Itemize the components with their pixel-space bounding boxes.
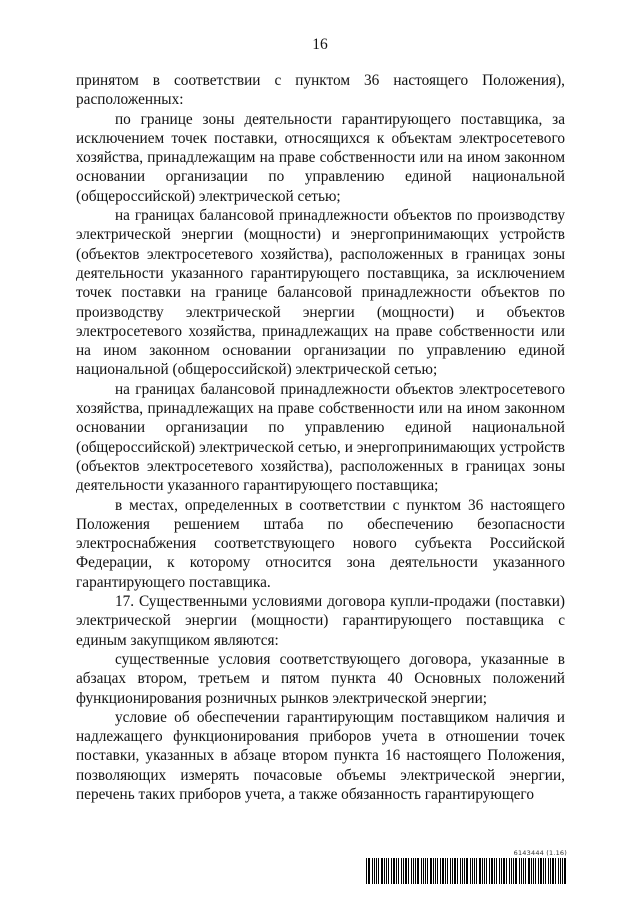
paragraph: принятом в соответствии с пунктом 36 настоящего Положения), расположенных: <box>76 72 565 109</box>
paragraph: 17. Существенными условиями договора купли-продажи (поставки) электрической энергии (мощности) гарантирующего поставщика с единым закупщиком являются: <box>76 593 565 649</box>
paragraph: в местах, определенных в соответствии с пунктом 36 настоящего Положения решением штаба по обеспечению безопасности электроснабжения соответствующего нового субъекта Российской Федерации, к которому относится зона деятельности указанного гарантирующего поставщика. <box>76 496 565 591</box>
paragraph: на границах балансовой принадлежности объектов по производству электрической энергии (мощности) и энергопринимающих устройств (объектов электросетевого хозяйства), расположенных в границах зоны деятельности указанного гарантирующего поставщика, за исключением точек поставки на границе балансовой принадлежности объектов по производству электрической энергии (мощности) и объектов электросетевого хозяйства, принадлежащих на праве собственности или на ином законном основании организации по управлению единой национальной (общероссийской) электрической сетью; <box>76 207 565 379</box>
document-body <box>76 71 565 804</box>
paragraph: по границе зоны деятельности гарантирующего поставщика, за исключением точек поставки, относящихся к объектам электросетевого хозяйства, принадлежащим на праве собственности или на ином законном основании организации по управлению единой национальной (общероссийской) электрической сетью; <box>76 110 565 205</box>
page-number: 16 <box>312 36 328 53</box>
paragraph: на границах балансовой принадлежности объектов электросетевого хозяйства, принадлежащих на праве собственности или на ином законном основании организации по управлению единой национальной (общероссийской) электрической сетью, и энергопринимающих устройств (объектов электросетевого хозяйства), расположенных в границах зоны деятельности указанного гарантирующего поставщика; <box>76 380 565 495</box>
document-code: 6143444 (1.16) <box>513 849 567 857</box>
paragraph: существенные условия соответствующего договора, указанные в абзацах втором, третьем и пятом пункта 40 Основных положений функционирования розничных рынков электрической энергии; <box>76 650 565 707</box>
barcode-icon <box>366 858 567 884</box>
paragraph: условие об обеспечении гарантирующим поставщиком наличия и надлежащего функционирования приборов учета в отношении точек поставки, указанных в абзаце втором пункта 16 настоящего Положения, позволяющих измерять почасовые объемы электрической энергии, перечень таких приборов учета, а также обязанность гарантирующего <box>76 708 565 803</box>
